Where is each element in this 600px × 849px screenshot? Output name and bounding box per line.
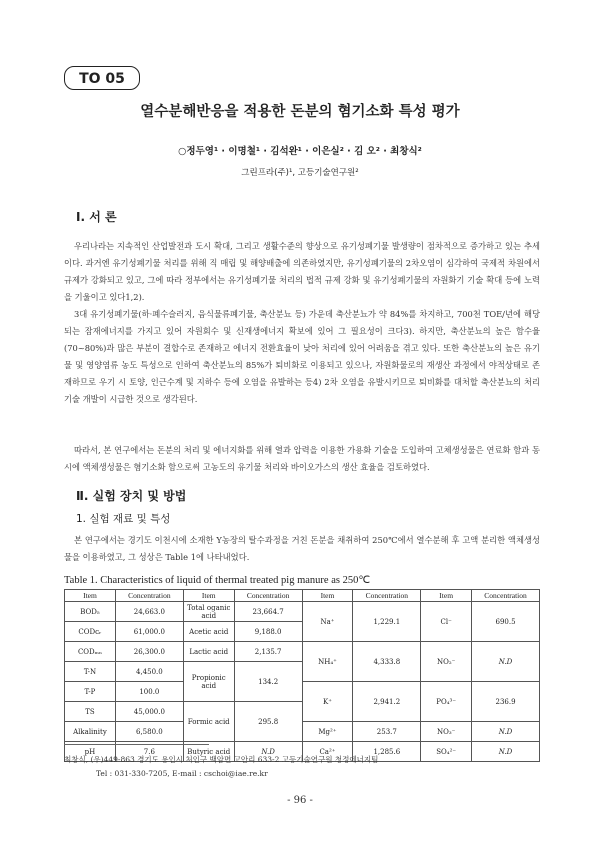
param-value: 236.9	[472, 682, 540, 722]
param-name: BOD₅	[65, 602, 116, 622]
param-name: Acetic acid	[183, 622, 234, 642]
param-value: 45,000.0	[115, 702, 183, 722]
author-list: ○정두영¹ · 이명철¹ · 김석완¹ · 이은실² · 김 오² · 최창식²	[178, 146, 422, 157]
param-name: Cl⁻	[421, 602, 472, 642]
param-name: Na⁺	[302, 602, 353, 642]
table-header-row	[65, 590, 540, 602]
param-value: 26,300.0	[115, 642, 183, 662]
param-name: NO₃⁻	[421, 722, 472, 742]
footnote-address: 최창식, (우)449-863 경기도 용인시 처인구 백암면 고안리 633-2 고등기술연구원 청정에너지팀	[64, 755, 379, 764]
param-name: Formic acid	[183, 702, 234, 742]
param-name: Ca²⁺	[302, 742, 353, 762]
param-value: N.D	[472, 722, 540, 742]
param-name: NH₄⁺	[302, 642, 353, 682]
affiliation: 그린프라(주)¹, 고등기술연구원²	[241, 168, 359, 178]
param-value: N.D	[472, 742, 540, 762]
methods-paragraph: 본 연구에서는 경기도 이천시에 소재한 Y농장의 탈수과정을 거친 돈분을 채취하여 250℃에서 열수분해 후 고액 분리한 액체생성물을 이용하였고, 그 성상은 Table 1에 나타내었다.	[64, 535, 540, 563]
methods-subheading: 1. 실험 재료 및 특성	[76, 513, 171, 525]
param-name: CODₘₙ	[65, 642, 116, 662]
methods-heading: Ⅱ. 실험 장치 및 방법	[76, 489, 187, 503]
param-value: 6,580.0	[115, 722, 183, 742]
param-value: 134.2	[234, 662, 302, 702]
param-value: 100.0	[115, 682, 183, 702]
session-badge: TO 05	[64, 66, 140, 90]
footnote-contact: Tel : 031-330-7205, E-mail : cschoi@iae.re.kr	[96, 769, 268, 778]
param-name: K⁺	[302, 682, 353, 722]
param-value: 1,285.6	[353, 742, 421, 762]
param-value: 253.7	[353, 722, 421, 742]
param-value: 9,188.0	[234, 622, 302, 642]
param-value: 1,229.1	[353, 602, 421, 642]
table-row	[65, 682, 540, 702]
header-item: Item	[183, 590, 234, 602]
param-value: 4,450.0	[115, 662, 183, 682]
param-name: PO₄³⁻	[421, 682, 472, 722]
param-value: 23,664.7	[234, 602, 302, 622]
header-item: Item	[302, 590, 353, 602]
param-value: 2,135.7	[234, 642, 302, 662]
param-name: T-N	[65, 662, 116, 682]
param-name: Mg²⁺	[302, 722, 353, 742]
characteristics-table	[64, 589, 540, 762]
param-name: Lactic acid	[183, 642, 234, 662]
param-value: N.D	[472, 642, 540, 682]
param-name: Alkalinity	[65, 722, 116, 742]
table-row	[65, 602, 540, 622]
header-concentration: Concentration	[353, 590, 421, 602]
param-name: Total oganic acid	[183, 602, 234, 622]
table-caption: Table 1. Characteristics of liquid of thermal treated pig manure as 250℃	[64, 575, 371, 586]
header-item: Item	[65, 590, 116, 602]
param-value: 61,000.0	[115, 622, 183, 642]
table-row	[65, 642, 540, 662]
param-value: 295.8	[234, 702, 302, 742]
param-value: 24,663.0	[115, 602, 183, 622]
intro-paragraph-1: 우리나라는 지속적인 산업발전과 도시 확대, 그리고 생활수준의 향상으로 유기성폐기물 발생량이 점차적으로 증가하고 있는 추세이다. 과거엔 유기성폐기물 처리를 위해 직 매립 및 해양배출에 의존하였지만, 유기성폐기물의 2차오염이 심각하여 국제적 차원에서 규제가 강화되고 있고, 그에 따라 정부에서는 유기성폐기물 처리의 법적 규제 강화 및 유기성폐기물의 자원화기 기술 확대 등에 노력을 기울이고 있다1,2).	[64, 241, 540, 303]
header-concentration: Concentration	[472, 590, 540, 602]
param-name: T-P	[65, 682, 116, 702]
param-name: pH	[65, 742, 116, 762]
table-row	[65, 722, 540, 742]
param-name: CODᴄᵣ	[65, 622, 116, 642]
page-number: - 96 -	[287, 795, 313, 806]
param-name: NO₂⁻	[421, 642, 472, 682]
intro-paragraph-2: 3대 유기성폐기물(하·폐수슬러지, 음식물류폐기물, 축산분뇨 등) 가운데 축산분뇨가 약 84%를 차지하고, 700천 TOE/년에 해당되는 잠재에너지를 가지고 있어 자원회수 및 신재생에너지 확보에 있어 그 필요성이 크다3). 하지만, 축산분뇨의 높은 함수율(70~80%)과 많은 부분이 결합수로 존재하고 에너지 전환효율이 낮아 처리에 있어 어려움을 겪고 있다. 또한 축산분뇨의 높은 유기물 및 영양염류 농도 특성으로 인하여 축산분뇨의 85%가 퇴비화로 이용되고 있으나, 자원화물로의 재생산 과정에서 야적상태로 존재하므로 우기 시 토양, 인근수계 및 지하수 등에 오염을 유발하는 등4) 2차 오염을 유발시키므로 퇴비화를 대처할 축산분뇨의 처리기술 개발이 시급한 것으로 생각된다.	[64, 309, 540, 405]
param-value: 4,333.8	[353, 642, 421, 682]
param-name: Propionic acid	[183, 662, 234, 702]
footnote-rule	[64, 744, 209, 745]
header-concentration: Concentration	[234, 590, 302, 602]
param-value: N.D	[234, 742, 302, 762]
intro-paragraph-3: 따라서, 본 연구에서는 돈분의 처리 및 에너지화를 위해 열과 압력을 이용한 가용화 기술을 도입하여 고체생성물은 연료화 함과 동시에 액체생성물은 혐기소화 함으로써 고농도의 유기물 처리와 바이오가스의 생산 효율을 검토하였다.	[64, 445, 540, 473]
header-item: Item	[421, 590, 472, 602]
param-value: 7.6	[115, 742, 183, 762]
header-concentration: Concentration	[115, 590, 183, 602]
paper-title: 열수분해반응을 적용한 돈분의 혐기소화 특성 평가	[140, 104, 460, 120]
param-name: SO₄²⁻	[421, 742, 472, 762]
param-name: Butyric acid	[183, 742, 234, 762]
param-value: 690.5	[472, 602, 540, 642]
param-value: 2,941.2	[353, 682, 421, 722]
intro-heading: Ⅰ. 서 론	[76, 210, 117, 224]
param-name: TS	[65, 702, 116, 722]
